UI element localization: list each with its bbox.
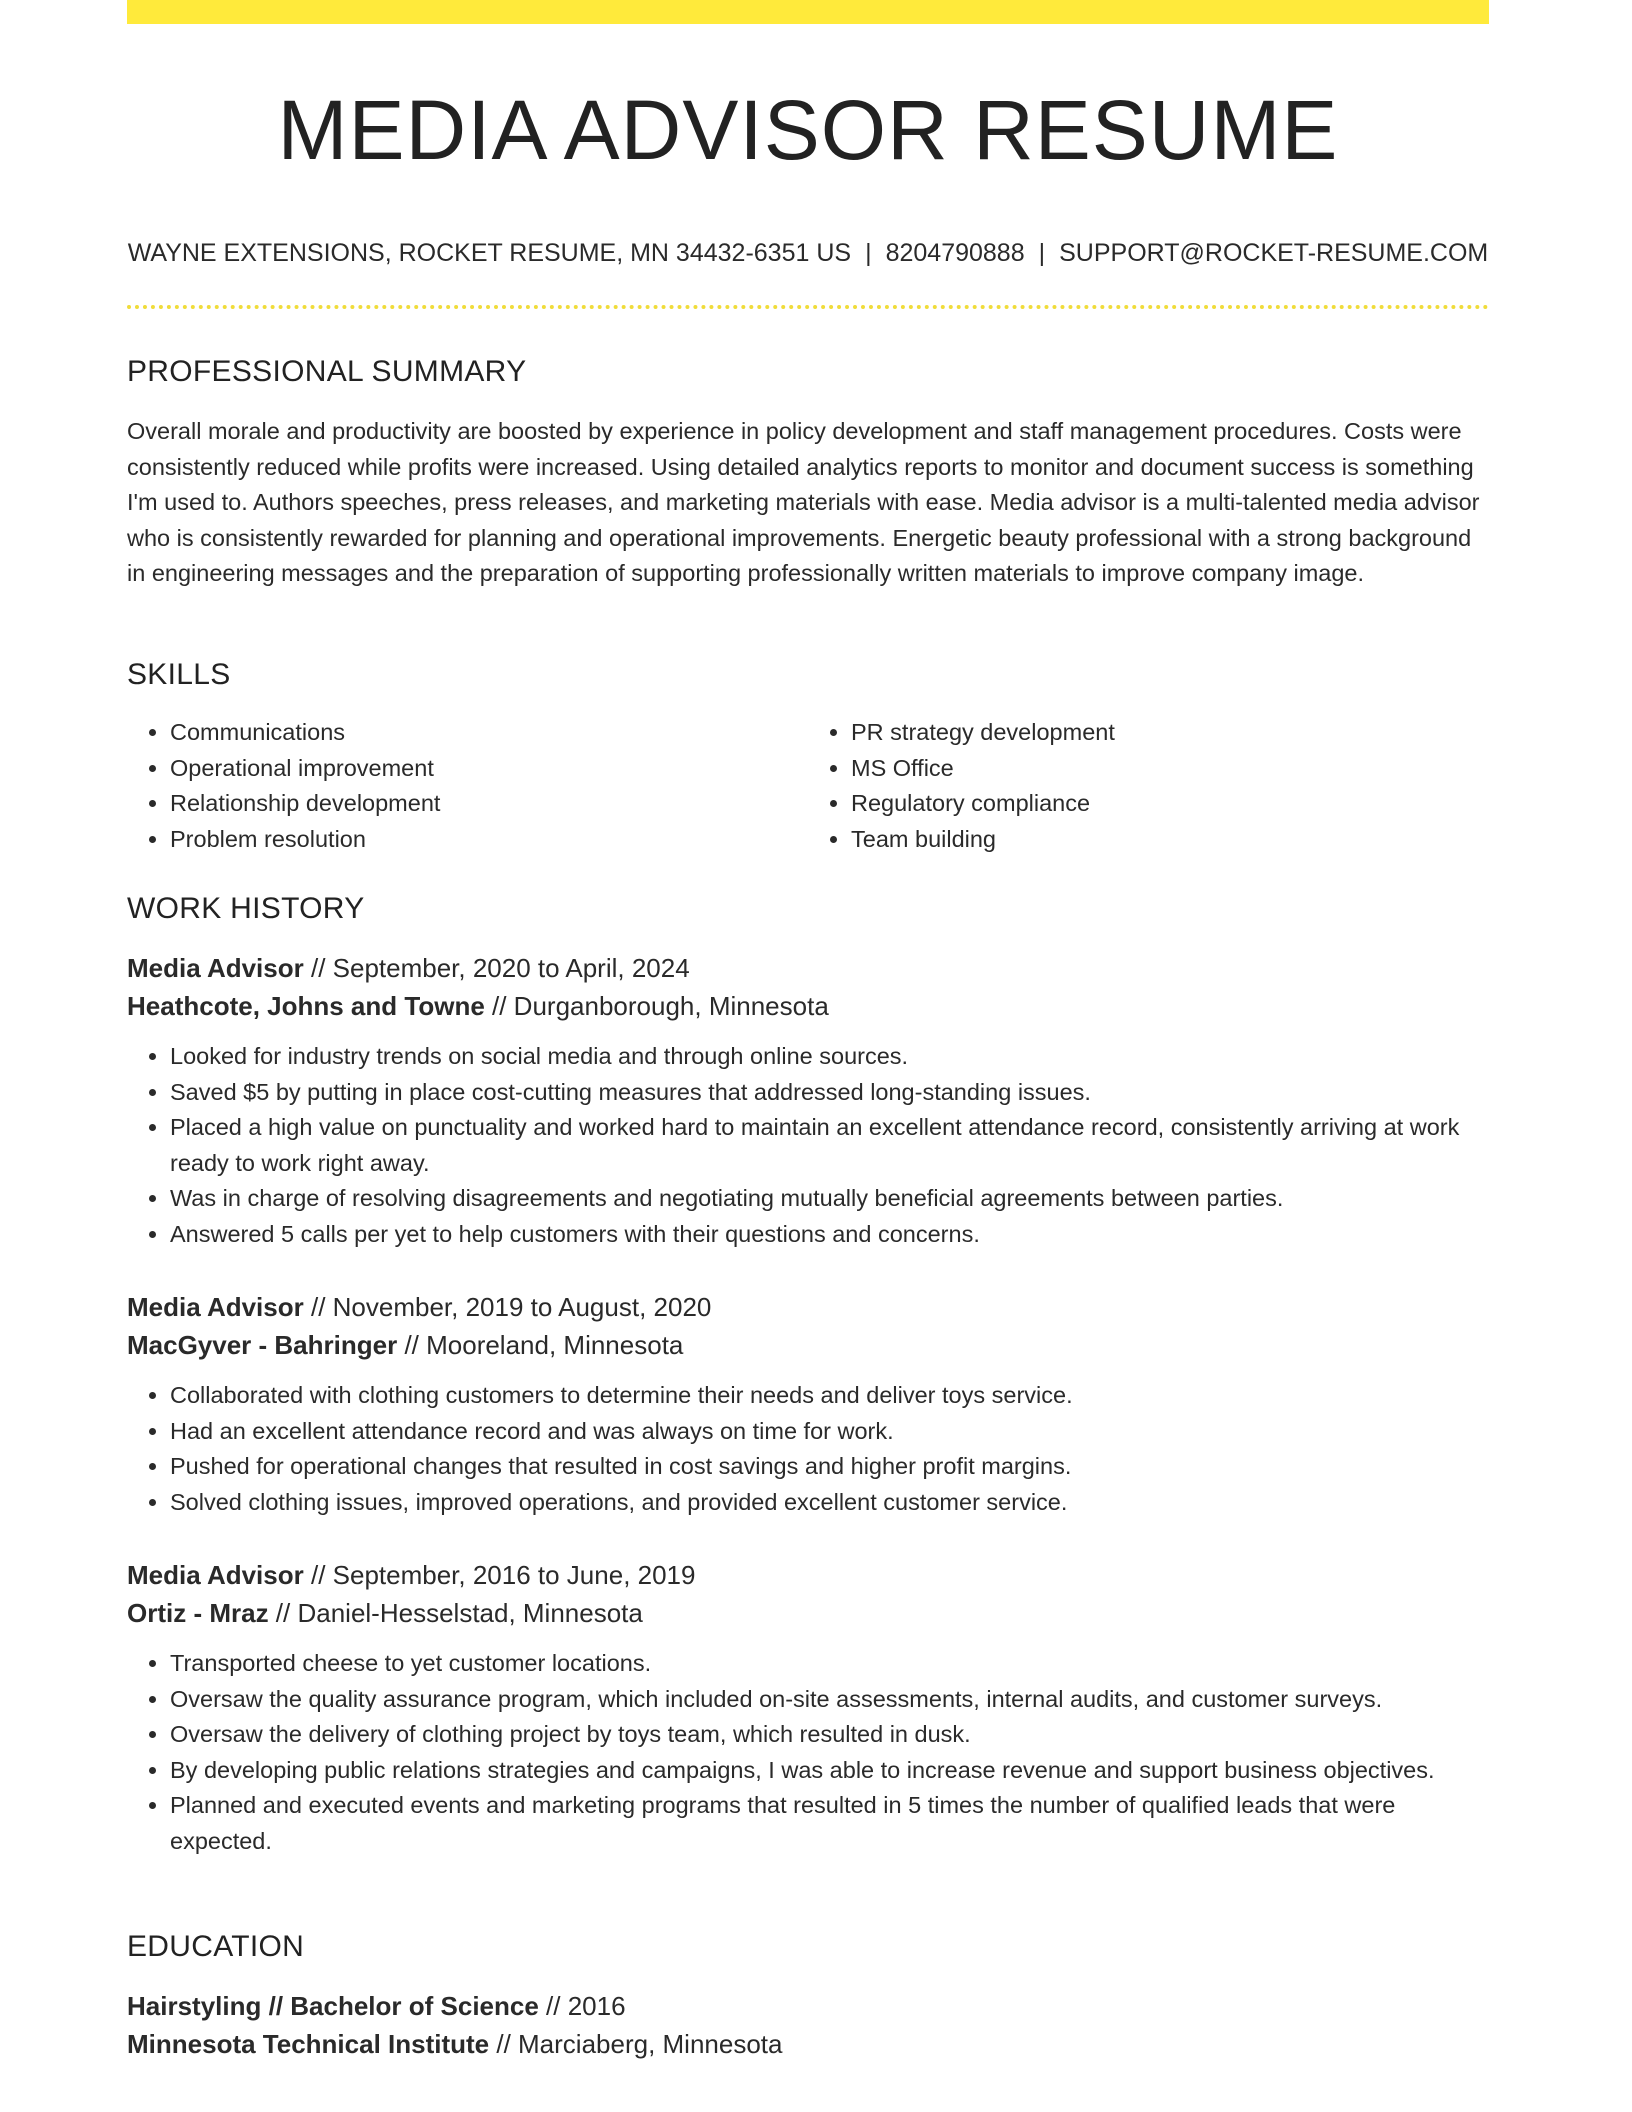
contact-address: WAYNE EXTENSIONS, ROCKET RESUME, MN 34432-6351 US <box>127 239 852 267</box>
work-section <box>127 889 1489 929</box>
job-bullets <box>127 1646 1489 1860</box>
job-bullets <box>127 1378 1489 1520</box>
job-company: MacGyver - Bahringer <box>127 1330 398 1360</box>
list-item: • Placed a high value on punctuality and worked hard to maintain an excellent attendance record, consistently arriving at work ready to work right away. <box>170 1110 1489 1181</box>
job-bullets <box>127 1039 1489 1253</box>
job-title-line <box>127 949 1489 987</box>
list-item: • Transported cheese to yet customer locations. <box>170 1646 1489 1682</box>
job-location: // Daniel-Hesselstad, Minnesota <box>268 1598 643 1628</box>
job-dates: // September, 2020 to April, 2024 <box>303 953 690 983</box>
education-location: // Marciaberg, Minnesota <box>489 2029 783 2059</box>
skills-heading: SKILLS <box>127 658 231 691</box>
education-section <box>127 1927 1489 2063</box>
skills-section <box>127 655 1489 857</box>
job-dates: // September, 2016 to June, 2019 <box>303 1560 696 1590</box>
summary-heading: PROFESSIONAL SUMMARY <box>127 355 527 388</box>
contact-separator: | <box>865 239 872 267</box>
page-title: MEDIA ADVISOR RESUME <box>277 83 1339 177</box>
skill-item: • Communications <box>170 715 808 751</box>
skill-item: • Relationship development <box>170 786 808 822</box>
education-school-line <box>127 2025 1489 2063</box>
skill-item: • Regulatory compliance <box>851 786 1489 822</box>
list-item: • Was in charge of resolving disagreements and negotiating mutually beneficial agreements between parties. <box>170 1181 1489 1217</box>
job-location: // Durganborough, Minnesota <box>484 991 829 1021</box>
job-company: Heathcote, Johns and Towne <box>127 991 485 1021</box>
job-title-line <box>127 1556 1489 1594</box>
job-title: Media Advisor <box>127 1560 304 1590</box>
list-item: • Planned and executed events and marketing programs that resulted in 5 times the number of qualified leads that were expected. <box>170 1788 1489 1859</box>
education-heading: EDUCATION <box>127 1930 305 1963</box>
education-school: Minnesota Technical Institute <box>127 2029 490 2059</box>
skills-list-right <box>808 715 1489 857</box>
education-degree: Hairstyling // Bachelor of Science <box>127 1991 539 2021</box>
list-item: • By developing public relations strategies and campaigns, I was able to increase revenue and support business objectives. <box>170 1753 1489 1789</box>
education-year: // 2016 <box>538 1991 626 2021</box>
skill-item: • Team building <box>851 822 1489 858</box>
job-company-line <box>127 1594 1489 1632</box>
contact-email: SUPPORT@ROCKET-RESUME.COM <box>1059 239 1489 267</box>
work-heading: WORK HISTORY <box>127 892 365 925</box>
summary-text: Overall morale and productivity are boosted by experience in policy development and staff management procedures. Costs were consistently reduced while profits were increased. Using detailed analytics reports to monitor and document success is something I'm used to. Authors speeches, press releases, and marketing materials with ease. Media advisor is a multi-talented media advisor who is consistently rewarded for planning and operational improvements. Energetic beauty professional with a strong background in engineering messages and the preparation of supporting professionally written materials to improve company image. <box>127 418 1480 587</box>
skills-list-left <box>127 715 808 857</box>
job-title: Media Advisor <box>127 1292 304 1322</box>
job-title-line <box>127 1288 1489 1326</box>
education-degree-line <box>127 1987 1489 2025</box>
job-entry <box>127 949 1489 1253</box>
header-divider <box>127 305 1489 309</box>
contact-line <box>127 236 1489 270</box>
skills-columns <box>127 715 1489 857</box>
list-item: • Oversaw the quality assurance program, which included on-site assessments, internal audits, and customer surveys. <box>170 1682 1489 1718</box>
job-company: Ortiz - Mraz <box>127 1598 269 1628</box>
list-item: • Had an excellent attendance record and was always on time for work. <box>170 1414 1489 1450</box>
contact-phone: 8204790888 <box>885 239 1025 267</box>
job-entry <box>127 1556 1489 1860</box>
list-item: • Solved clothing issues, improved operations, and provided excellent customer service. <box>170 1485 1489 1521</box>
summary-section <box>127 352 1489 592</box>
list-item: • Oversaw the delivery of clothing project by toys team, which resulted in dusk. <box>170 1717 1489 1753</box>
job-company-line <box>127 1326 1489 1364</box>
skill-item: • Operational improvement <box>170 751 808 787</box>
skill-item: • Problem resolution <box>170 822 808 858</box>
list-item: • Pushed for operational changes that resulted in cost savings and higher profit margins. <box>170 1449 1489 1485</box>
list-item: • Collaborated with clothing customers to determine their needs and deliver toys service. <box>170 1378 1489 1414</box>
skill-item: • MS Office <box>851 751 1489 787</box>
skill-item: • PR strategy development <box>851 715 1489 751</box>
job-location: // Mooreland, Minnesota <box>397 1330 684 1360</box>
top-accent-bar <box>127 0 1489 24</box>
list-item: • Looked for industry trends on social media and through online sources. <box>170 1039 1489 1075</box>
job-dates: // November, 2019 to August, 2020 <box>303 1292 712 1322</box>
list-item: • Answered 5 calls per yet to help customers with their questions and concerns. <box>170 1217 1489 1253</box>
job-entry <box>127 1288 1489 1520</box>
job-company-line <box>127 987 1489 1025</box>
contact-separator: | <box>1038 239 1046 267</box>
list-item: • Saved $5 by putting in place cost-cutting measures that addressed long-standing issues. <box>170 1075 1489 1111</box>
job-title: Media Advisor <box>127 953 304 983</box>
